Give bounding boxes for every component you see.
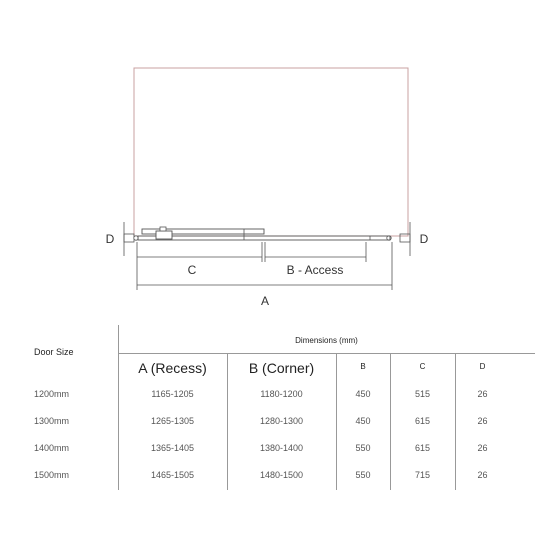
glass-panel-outline <box>134 68 408 236</box>
column-header-c: C <box>419 362 426 371</box>
cell-c: 715 <box>414 470 431 480</box>
dimensions-table <box>0 325 535 495</box>
cell-b-corner: 1380-1400 <box>259 443 304 453</box>
cell-a-recess: 1465-1505 <box>150 470 195 480</box>
cell-a-recess: 1165-1205 <box>151 389 194 399</box>
left-wall-bracket <box>124 222 138 256</box>
dimensions-header: Dimensions (mm) <box>295 336 358 345</box>
cell-d: 26 <box>477 416 488 426</box>
cell-d: 26 <box>477 470 488 480</box>
dimension-c <box>137 242 262 262</box>
cell-b: 550 <box>355 470 371 480</box>
cell-c: 615 <box>414 416 431 426</box>
table-divider-left <box>118 325 119 490</box>
label-b-access: B - Access <box>286 263 344 277</box>
dimension-a <box>137 242 392 290</box>
cell-a-recess: 1365-1405 <box>150 443 195 453</box>
cell-a-recess: 1265-1305 <box>150 416 195 426</box>
column-header-a-recess: A (Recess) <box>138 360 207 376</box>
table-divider-top <box>118 353 535 354</box>
row-door-size: 1200mm <box>34 389 70 399</box>
label-c: C <box>187 263 197 277</box>
cell-c: 515 <box>414 389 431 399</box>
dimension-b-access <box>265 242 366 262</box>
cell-c: 615 <box>414 443 431 453</box>
column-header-b: B <box>360 362 366 371</box>
cell-b-corner: 1280-1300 <box>259 416 304 426</box>
label-d-left: D <box>105 232 115 246</box>
row-door-size: 1400mm <box>34 443 70 453</box>
row-door-size: 1500mm <box>34 470 70 480</box>
cell-b: 550 <box>355 443 371 453</box>
cell-d: 26 <box>477 389 488 399</box>
row-door-size: 1300mm <box>34 416 70 426</box>
label-a: A <box>260 294 270 308</box>
column-header-b-corner: B (Corner) <box>248 360 315 376</box>
label-d-right: D <box>419 232 429 246</box>
cell-b-corner: 1480-1500 <box>259 470 304 480</box>
cell-b: 450 <box>355 416 371 426</box>
cell-d: 26 <box>477 443 488 453</box>
door-size-header: Door Size <box>34 347 74 357</box>
glass-rails <box>138 227 390 240</box>
cell-b-corner: 1180-1200 <box>260 389 303 399</box>
column-header-d: D <box>479 362 486 371</box>
cell-b: 450 <box>355 389 371 399</box>
